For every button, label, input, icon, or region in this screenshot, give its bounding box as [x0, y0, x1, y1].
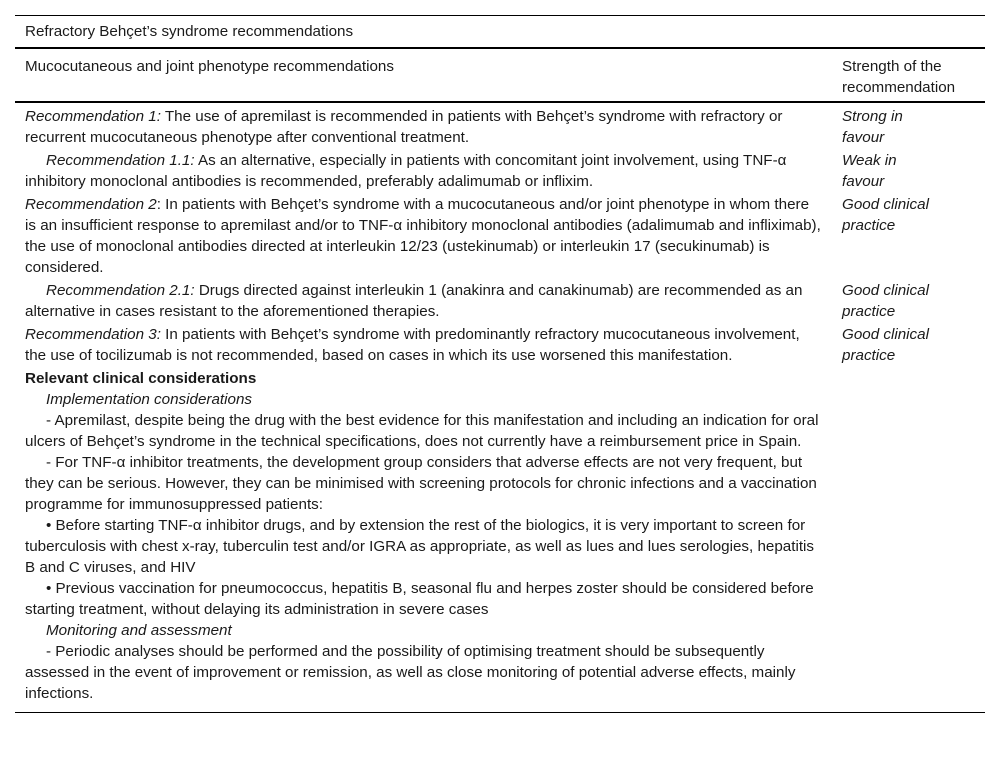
- implementation-item: - For TNF-α inhibitor treatments, the development group considers that adverse effects are not very frequent, but they can be serious. However, they can be minimised with screening protocols for chronic infections and a vaccination programme for immunosuppressed patients:: [25, 454, 817, 513]
- recommendation-strength: [842, 150, 985, 194]
- recommendation-text: [15, 280, 842, 324]
- recommendation-strength: [842, 280, 985, 324]
- recommendation-body: Drugs directed against interleukin 1 (anakinra and canakinumab) are recommended as an alternative in cases resistant to the aforementioned therapies.: [25, 282, 803, 320]
- recommendation-text: [15, 106, 842, 150]
- recommendations-table: [15, 15, 985, 713]
- strength-line1: Strong in: [842, 108, 903, 125]
- header-strength: [842, 49, 985, 101]
- header-row: [15, 49, 985, 101]
- recommendation-strength: [842, 106, 985, 150]
- recommendation-label: Recommendation 1.1:: [46, 152, 195, 169]
- recommendation-strength: [842, 194, 985, 280]
- recommendation-body: As an alternative, especially in patients with concomitant joint involvement, using TNF-α inhibitory monoclonal antibodies is recommended, preferably adalimumab or inflixim.: [25, 152, 787, 190]
- recommendation-body: In patients with Behçet’s syndrome with predominantly refractory mucocutaneous involvement, the use of tocilizumab is not recommended, based on cases in which its use worsened this manifestation.: [25, 326, 800, 364]
- strength-line2: practice: [842, 347, 896, 364]
- header-recommendations: Mucocutaneous and joint phenotype recommendations: [25, 58, 394, 75]
- strength-line2: practice: [842, 217, 896, 234]
- monitoring-item: - Periodic analyses should be performed and the possibility of optimising treatment should be subsequently assessed in the event of improvement or remission, as well as close monitoring of potential adverse effects, mainly infections.: [25, 643, 796, 702]
- recommendation-label: Recommendation 3:: [25, 326, 161, 343]
- header-strength-line1: Strength of the: [842, 58, 942, 75]
- strength-line1: Good clinical: [842, 282, 929, 299]
- strength-line1: Weak in: [842, 152, 897, 169]
- recommendation-row: [15, 324, 985, 368]
- recommendation-row: [15, 106, 985, 150]
- strength-line2: practice: [842, 303, 896, 320]
- considerations-row: [15, 368, 985, 706]
- recommendation-row: [15, 194, 985, 280]
- recommendation-body: : In patients with Behçet’s syndrome with a mucocutaneous and/or joint phenotype in whom there is an insufficient response to apremilast and/or to TNF-α inhibitory monoclonal antibodies (adalimumab and infliximab), the use of monoclonal antibodies directed at interleukin 12/23 (ustekinumab) or interleukin 17 (secukinumab) is considered.: [25, 196, 821, 276]
- considerations-strength-empty: [842, 368, 985, 706]
- considerations-heading: Relevant clinical considerations: [25, 370, 257, 387]
- recommendation-label: Recommendation 2.1:: [46, 282, 195, 299]
- considerations-cell: [15, 368, 842, 706]
- implementation-heading: Implementation considerations: [46, 391, 252, 408]
- recommendation-label: Recommendation 2: [25, 196, 157, 213]
- strength-line1: Good clinical: [842, 196, 929, 213]
- header-strength-line2: recommendation: [842, 79, 956, 96]
- recommendation-text: [15, 150, 842, 194]
- recommendation-text: [15, 194, 842, 280]
- monitoring-heading: Monitoring and assessment: [46, 622, 232, 639]
- recommendation-body: The use of apremilast is recommended in patients with Behçet’s syndrome with refractory or recurrent mucocutaneous phenotype after conventional treatment.: [25, 108, 783, 146]
- recommendation-label: Recommendation 1:: [25, 108, 161, 125]
- implementation-item: - Apremilast, despite being the drug with the best evidence for this manifestation and including an indication for oral ulcers of Behçet’s syndrome in the technical specifications, does not currently have a reimbursement price in Spain.: [25, 412, 819, 450]
- table-title: Refractory Behçet’s syndrome recommendations: [25, 23, 354, 40]
- strength-line2: favour: [842, 129, 885, 146]
- implementation-bullet: • Before starting TNF-α inhibitor drugs, and by extension the rest of the biologics, it is very important to screen for tuberculosis with chest x-ray, tuberculin test and/or IGRA as appropriate, as well as lues and lues serologies, hepatitis B and C viruses, and HIV: [25, 517, 815, 576]
- recommendation-text: [15, 324, 842, 368]
- bottom-rule: [15, 712, 985, 713]
- recommendation-strength: [842, 324, 985, 368]
- implementation-bullet: • Previous vaccination for pneumococcus, hepatitis B, seasonal flu and herpes zoster should be considered before starting treatment, without delaying its administration in severe cases: [25, 580, 814, 618]
- recommendation-row: [15, 280, 985, 324]
- table-body: [15, 103, 985, 706]
- strength-line2: favour: [842, 173, 885, 190]
- strength-line1: Good clinical: [842, 326, 929, 343]
- recommendation-row: [15, 150, 985, 194]
